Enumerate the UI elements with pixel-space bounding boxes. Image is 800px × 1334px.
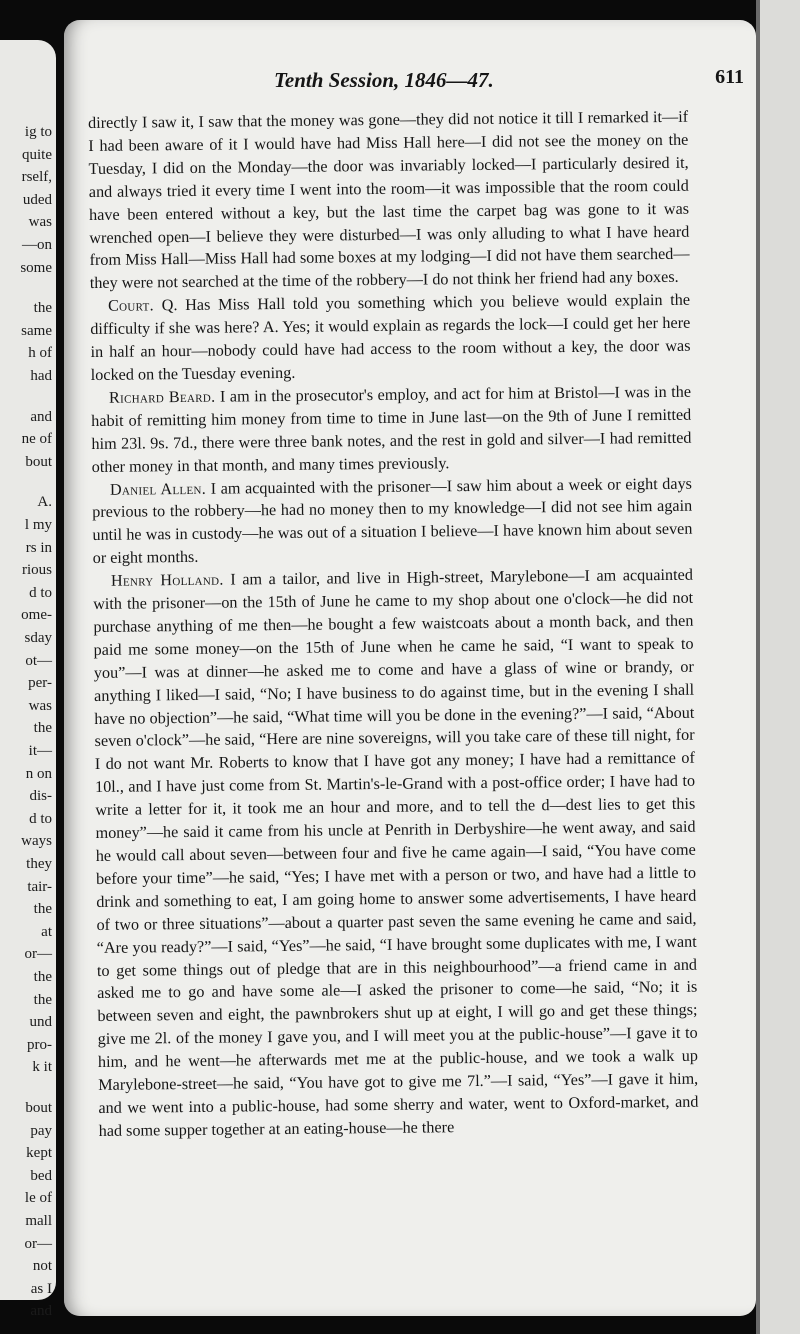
paragraph <box>92 472 693 570</box>
left-page-fragment: and <box>30 1303 52 1320</box>
left-page-fragment: per- <box>28 675 52 692</box>
left-page-fragment: the <box>33 720 52 737</box>
left-page-fragment: bed <box>30 1167 52 1184</box>
left-page-fragment: was <box>28 214 52 231</box>
left-page-fragment: l my <box>24 517 52 533</box>
left-page-fragment: ot— <box>25 652 52 669</box>
left-page-fragment: the <box>33 901 52 918</box>
paragraph <box>93 564 699 1143</box>
left-page-fragment: uded <box>22 191 52 208</box>
paragraph <box>88 106 690 296</box>
left-page-fragment: mall <box>25 1213 52 1229</box>
left-page-fragment: bout <box>25 1100 52 1116</box>
left-page-fragment: the <box>33 991 52 1008</box>
paragraph-text: Q. Has Miss Hall told you something which you believe would explain the difficulty if she was here? A. Yes; it would explain as regards the lock—I could get her here in half an hour—nobody could have had access to the room without a key, the door was locked on the Tuesday evening. <box>90 290 691 384</box>
paragraph <box>90 289 691 387</box>
left-page-fragment: dis- <box>29 788 52 805</box>
left-page-fragment: kept <box>26 1145 52 1162</box>
left-page-fragment: n on <box>25 765 52 782</box>
left-page-fragment: same <box>21 322 52 339</box>
left-page-fragment: A. <box>37 494 52 511</box>
left-page-fragment: d to <box>29 810 52 827</box>
speaker-name: Court. <box>107 296 155 316</box>
paragraph-text: I am a tailor, and live in High-street, Marylebone—I am acquainted with the prisoner—on the 15th of June he came to my shop about one o'clock—he did not purchase anything of me then—he bought a few waistcoats about a month back, and then paid me some money—on the 15th of June when he came he said, “I want to speak to you”—I was at dinner—he asked me to come and have a glass of wine or brandy, or anything I liked—I said, “No; I have business to do against time, but in the evening I shall have no objection”—he said, “What time will you be done in the evening?”—I said, “About seven o'clock”—he said, “Here are nine sovereigns, will you take care of these till night, for I do not want Mr. Roberts to know that I have got any money; I have had a remittance of 10l., and I have just come from St. Martin's-le-Grand with a post-office order; I have had to write a letter for it, it took me an hour and more, and to tell the d—dest lies to get this money”—he said it came from his uncle at Penrith in Derbyshire—he went away, and said he would call about seven—between four and five he came again—I said, “You have come before your time”—he said, “Yes; I have met with a person or two, and have had a little to drink and something to eat, I am going home to answer some advertisements, I have heard of two or three situations”—about a quarter past seven the same evening he came and said, “Are you ready?”—I said, “Yes”—he said, “I have brought some duplicates with me, I want to get some things out of pledge that are in this neighbourhood”—a friend came in and asked me to go and have some ale—I asked the prisoner to come—he said, “No; it is between seven and eight, the pawnbrokers shut up at eight, I will go and get these things; give me 2l. of the money I gave you, and I will meet you at the public-house”—I gave it to him, and he went—he afterwards met me at the public-house, and we took a walk up Marylebone-street—he said, “You have got to give me 7l.”—I said, “Yes”—I gave it him, and we went into a public-house, had some sherry and water, went to Oxford-market, and had some supper together at an eating-house—he there <box>93 565 699 1140</box>
left-page-fragment: not <box>32 1258 52 1275</box>
left-page-fragment: pay <box>30 1122 52 1139</box>
left-page-fragment: the <box>33 969 52 985</box>
left-page-fragment: at <box>41 923 52 940</box>
left-page-fragment: ig to <box>24 124 52 140</box>
paragraph-text: directly I saw it, I saw that the money was gone—they did not notice it till I remarked it—if I had been aware of it I would have had Miss Hall here—I did not see the money on the Tuesday, I did on the Monday—the door was invariably locked—I particularly desired it, and always tried it every time I went into the room—it was impossible that the room could have been entered without a key, but the last time the carpet bag was gone to it was wrenched open—I believe they were disturbed—I was only alluding to what I have heard from Miss Hall—Miss Hall had some boxes at my lodging—I did not have them searched—they were not searched at the time of the robbery—I do not think her friend had any boxes. <box>88 107 690 293</box>
left-page-fragment: quite <box>22 146 52 163</box>
left-page-fragment: pro- <box>27 1036 52 1053</box>
left-page-fragment: they <box>26 856 52 872</box>
left-page-fragment: tair- <box>27 878 52 895</box>
left-page-fragment: le of <box>24 1190 52 1207</box>
left-page-fragment: some <box>20 259 52 276</box>
session-title: Tenth Session, 1846—47. <box>274 68 494 92</box>
left-page-fragment: as I <box>30 1280 52 1297</box>
left-page-fragment: rious <box>22 562 52 579</box>
left-page-fragment: was <box>28 697 52 714</box>
left-page-fragment: ways <box>21 833 52 850</box>
page-number: 611 <box>715 66 744 88</box>
left-page-fragment: rself, <box>21 169 52 186</box>
left-page-fragment: bout <box>25 453 52 470</box>
left-page-fragment: and <box>30 408 52 425</box>
left-page-fragment: the <box>33 300 52 317</box>
speaker-name: Henry Holland. <box>110 570 224 590</box>
speaker-name: Richard Beard. <box>108 387 216 407</box>
left-page-fragment: had <box>30 368 52 384</box>
paragraph <box>91 381 692 479</box>
left-page-fragment: ome- <box>21 607 52 624</box>
left-page-fragment: d to <box>29 584 52 601</box>
paragraph-text: I am acquainted with the prisoner—I saw him about a week or eight days previous to the robbery—he had no money then to my knowledge—I did not see him again until he was in custody—he was out of a situation I believe—I have known him about seven or eight months. <box>92 474 693 568</box>
left-page-fragment: ne of <box>21 431 52 448</box>
left-page-fragment: und <box>29 1014 52 1031</box>
left-page-fragment: or— <box>24 1235 52 1252</box>
left-facing-page <box>0 40 56 1320</box>
page-body-text <box>88 106 699 1143</box>
running-header <box>274 64 744 94</box>
left-page-fragment: h of <box>28 345 52 362</box>
left-page-fragment: —on <box>22 237 52 253</box>
left-page-fragment: or— <box>24 946 52 963</box>
paragraph-text: I am in the prosecutor's employ, and act for him at Bristol—I was in the habit of remitting him money from time to time in June last—on the 9th of June I remitted him 23l. 9s. 7d., there were three bank notes, and the rest in gold and silver—I had remitted other money in that month, and many times previously. <box>91 382 692 476</box>
left-page-fragment: it— <box>28 743 52 759</box>
left-page-fragment: rs in <box>25 539 52 556</box>
speaker-name: Daniel Allen. <box>109 479 207 499</box>
left-page-fragment: sday <box>24 630 52 646</box>
page-edge-strip <box>756 0 800 1334</box>
left-page-fragment: k it <box>32 1059 52 1076</box>
